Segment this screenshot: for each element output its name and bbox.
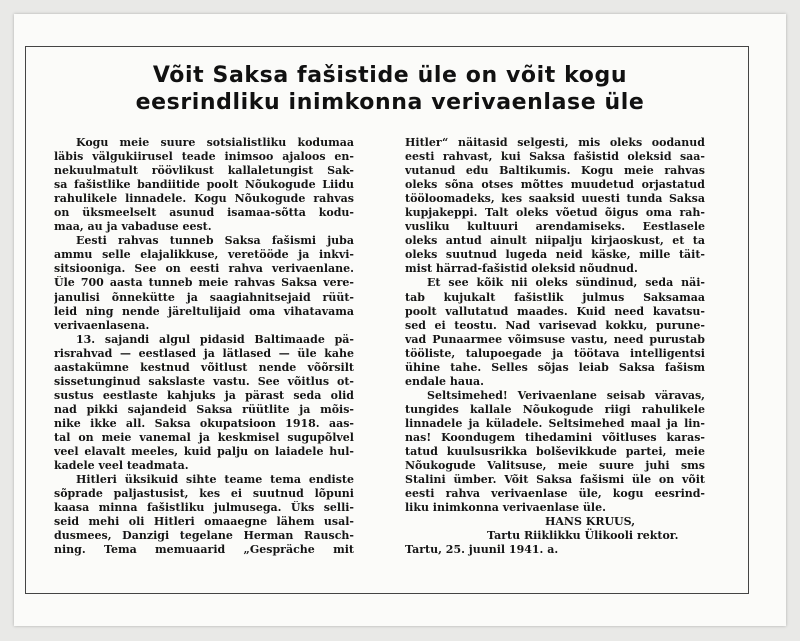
text-line: verivaenlasena.	[54, 318, 150, 332]
text-line: Hitleri üksikuid sihte teame tema endiste	[76, 473, 354, 487]
text-line: vutanud edu Baltikumis. Kogu meie rahvas	[405, 164, 705, 178]
headline	[40, 62, 740, 116]
signature-name: HANS KRUUS,	[545, 515, 636, 529]
headline-line-1: Võit Saksa fašistide üle on võit kogu	[152, 63, 628, 88]
text-line: poolt vallutatud maades. Kuid need kavatsu-	[405, 304, 705, 318]
text-line: eesti rahva verivaenlase üle, kogu eesrind-	[405, 487, 705, 501]
text-line: vusliku kultuuri arendamiseks. Eestlasele	[405, 220, 705, 234]
right-text-column	[405, 136, 705, 557]
text-line: nekuulmatult röövlikust kallaletungist Sak-	[54, 164, 354, 178]
text-line: maa, au ja vabaduse eest.	[54, 220, 212, 234]
text-line: dusmees, Danzigi tegelane Herman Rausch-	[54, 529, 354, 543]
text-line: Kogu meie suure sotsialistliku kodumaa	[76, 136, 354, 149]
text-line: vad Punaarmee võimsuse vastu, need purustab	[405, 332, 705, 346]
text-line: Nõukogude Valitsuse, meie suure juhi sms	[405, 459, 705, 473]
signature-date: Tartu, 25. juunil 1941. a.	[405, 543, 559, 557]
headline-line-2: eesrindliku inimkonna verivaenlase üle	[135, 90, 645, 115]
text-line: Stalini ümber. Võit Saksa fašismi üle on võit	[405, 473, 705, 487]
text-line: sa fašistlike bandiitide poolt Nõukogude Liidu	[54, 178, 354, 192]
text-line: sed ei teostu. Nad varisevad kokku, purune-	[405, 318, 705, 332]
text-line: 13. sajandi algul pidasid Baltimaade pä-	[76, 332, 354, 346]
text-line: Hitler“ näitasid selgesti, mis oleks oodanud	[405, 136, 705, 149]
text-line: kadele veel teadmata.	[54, 459, 189, 473]
text-line: on üksmeelselt asunud isamaa-sõtta kodu-	[54, 206, 354, 220]
text-line: Et see kõik nii oleks sündinud, seda näi-	[427, 276, 705, 290]
signature-title: Tartu Riiklikku Ülikooli rektor.	[487, 529, 679, 543]
text-line: oleks suutnud lugeda neid käske, mille täit-	[405, 248, 705, 262]
right-column-paragraphs	[405, 136, 705, 515]
text-line: kupjakeppi. Talt oleks võetud õigus oma rah-	[405, 206, 705, 220]
text-line: tööloomadeks, kes saaksid uuesti tunda Saksa	[405, 192, 705, 206]
text-line: oleks sõna otses mõttes muudetud orjastatud	[405, 178, 705, 192]
text-line: janulisi õnnekütte ja saagiahnitsejaid rüüt-	[54, 290, 354, 304]
text-line: veel elavalt meeles, kuid palju on laiadele hul-	[54, 445, 354, 459]
text-line: risrahvad — eestlased ja lätlased — üle kahe	[54, 346, 354, 360]
text-line: tab kujukalt fašistlik julmus Saksamaa	[405, 290, 705, 304]
text-line: leid ning nende järeltulijaid oma vihatavama	[54, 304, 354, 318]
text-line: seid mehi oli Hitleri omaaegne lähem usal-	[54, 515, 354, 529]
text-line: sissetunginud sakslaste vastu. See võitlus ot-	[54, 374, 354, 388]
text-line: mist härrad-fašistid oleksid nõudnud.	[405, 262, 638, 276]
text-line: sitsiooniga. See on eesti rahva verivaenlane.	[54, 262, 354, 276]
text-line: kaasa minna fašistliku julmusega. Üks selli-	[54, 501, 354, 515]
text-line: liku inimkonna verivaenlase üle.	[405, 501, 606, 515]
text-line: sõprade paljastusist, kes ei suutnud lõpuni	[54, 487, 354, 501]
text-line: endale haua.	[405, 374, 484, 388]
text-line: Üle 700 aasta tunneb meie rahvas Saksa vere-	[54, 276, 354, 290]
text-line: Eesti rahvas tunneb Saksa fašismi juba	[76, 234, 354, 248]
text-line: aastakümne kestnud võitlust nende võõrsilt	[54, 360, 354, 374]
left-text-column	[54, 136, 354, 557]
text-line: tööliste, talupoegade ja töötava intelligentsi	[405, 346, 705, 360]
text-line: läbis välgukiirusel teade inimsoo ajaloos en-	[54, 150, 354, 164]
text-line: eesti rahvast, kui Saksa fašistid oleksid saa-	[405, 150, 705, 164]
text-line: nike ikke all. Saksa okupatsioon 1918. aas-	[54, 416, 354, 430]
text-line: tungides kallale Nõukogude riigi rahulikele	[405, 402, 705, 416]
text-line: tal on meie vanemal ja keskmisel sugupõlvel	[54, 430, 354, 444]
text-line: tatud kuulsusrikka bolševikkude partei, meie	[405, 445, 705, 459]
text-line: rahulikele linnadele. Kogu Nõukogude rahvas	[54, 192, 354, 206]
text-line: Seltsimehed! Verivaenlane seisab väravas,	[427, 388, 705, 402]
text-line: linnadele ja küladele. Seltsimehed maal ja lin-	[405, 416, 705, 430]
text-line: nad pikki sajandeid Saksa rüütlite ja mõis-	[54, 402, 354, 416]
text-line: sustus eestlaste kahjuks ja pärast seda olid	[54, 388, 354, 402]
text-line: nas! Koondugem tihedamini võitluses karas-	[405, 430, 705, 444]
text-line: ühine tahe. Selles sõjas leiab Saksa fašism	[405, 360, 705, 374]
text-line: ning. Tema memuaarid „Gespräche mit	[54, 543, 354, 557]
text-line: ammu selle elajalikkuse, veretööde ja inkvi-	[54, 248, 354, 262]
text-line: oleks antud ainult niipalju kirjaoskust, et ta	[405, 234, 705, 248]
